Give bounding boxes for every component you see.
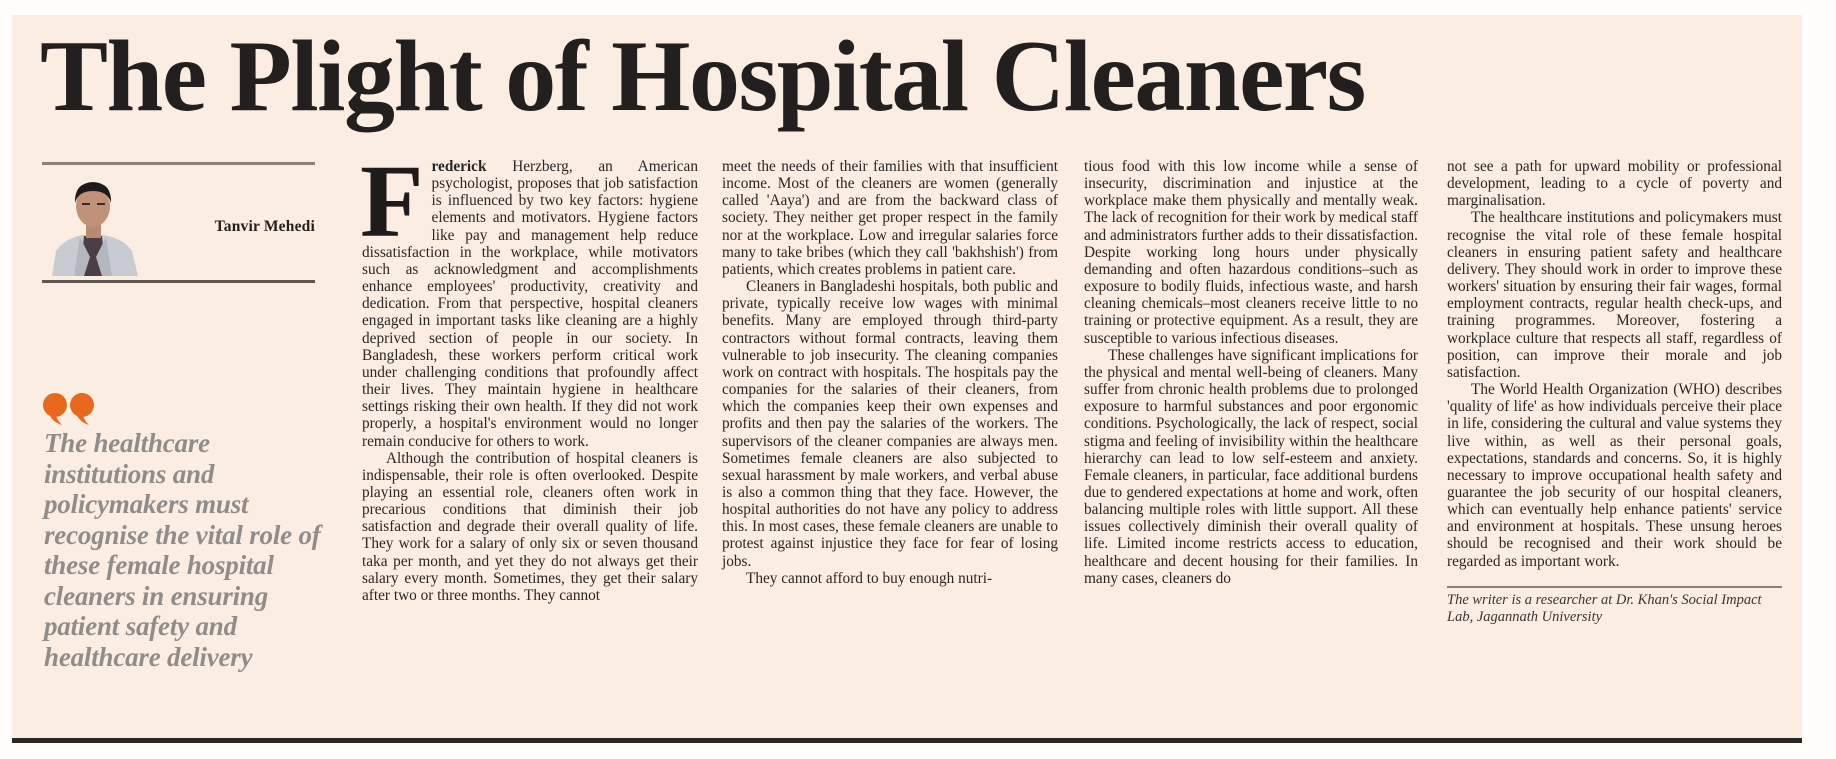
lead-word: rederick — [431, 158, 487, 175]
body-column-3 — [1084, 158, 1418, 587]
byline-divider — [1447, 586, 1782, 626]
paragraph: These challenges have significant implications for the physical and mental well-being of cleaners. Many suffer from chronic health problems due to prolonged exposure to harmful substances and poor ergonomic conditions. Psychologically, the lack of respect, social stigma and feeling of invisibility within the healthcare hierarchy can lead to low self-esteem and anxiety. Female cleaners, in particular, face additional burdens due to gendered expectations at home and work, often balancing multiple roles with little support. All these issues collectively diminish their overall quality of life. Limited income restricts access to education, healthcare and decent housing for their families. In many cases, cleaners do — [1084, 346, 1418, 587]
drop-cap: F — [360, 144, 424, 259]
paragraph: tious food with this low income while a sense of insecurity, discrimination and injustice at the workplace make them physically and mentally weak. The lack of recognition for their work by medical staff and administrators further adds to their dissatisfaction. Despite working long hours under physically demanding and often hazardous conditions–such as exposure to bodily fluids, infectious waste, and harsh cleaning chemicals–most cleaners receive little to no training or protective equipment. As a result, they are susceptible to various infectious diseases. — [1084, 158, 1419, 347]
paragraph: They cannot afford to buy enough nutri- — [746, 569, 993, 587]
author-block — [42, 162, 315, 283]
body-column-4 — [1447, 158, 1782, 626]
paragraph: meet the needs of their families with that insufficient income. Most of the cleaners are women (generally called 'Aaya') and are from the backward class of society. They neither get proper respect in the family nor at the workplace. Low and irregular salaries force many to take bribes (which they call 'bakhshish') from patients, which creates problems in patient care. — [722, 158, 1058, 278]
paragraph: not see a path for upward mobility or professional development, leading to a cycle of poverty and marginalisation. — [1447, 158, 1782, 210]
paragraph-text: Herzberg, an American psychologist, proposes that job satisfaction is influenced by two key factors: hygiene elements and motivators. Hygiene factors like pay and management help reduce dissatisfaction in the workplace, while motivators such as acknowledgment and accomplishments enhance employees' productivity, creativity and dedication. From that perspective, hospital cleaners engaged in important tasks like cleaning are a highly deprived section of people in our society. In Bangladesh, these workers perform critical work under challenging conditions that profoundly affect their lives. They maintain hygiene in healthcare settings risking their own health. If they did not work properly, a hospital's environment would no longer remain conducive for others to work. — [362, 158, 698, 450]
body-column-1 — [360, 144, 698, 604]
author-photo — [44, 173, 142, 276]
paragraph: Although the contribution of hospital cleaners is indispensable, their role is often overlooked. Despite playing an essential role, cleaners often work in precarious conditions that diminish their job satisfaction and degrade their overall quality of life. They work for a salary of only six or seven thousand taka per month, and yet they do not always get their salary every month. Sometimes, they get their salary after two or three months. They cannot — [362, 449, 698, 604]
quote-marks-icon — [42, 392, 102, 426]
lead-paragraph — [360, 144, 698, 450]
bottom-rule — [12, 738, 1802, 743]
paragraph: The healthcare institutions and policymakers must recognise the vital role of these female hospital cleaners in ensuring patient safety and healthcare delivery. They should work in order to improve these workers' situation by ensuring their fair wages, formal employment contracts, regular health check-ups, and training programmes. Moreover, fostering a workplace culture that respects all staff, regardless of position, can improve their morale and job satisfaction. — [1447, 209, 1782, 381]
pull-quote: The healthcare institutions and policymakers must recognise the vital role of these female hospital cleaners in ensuring patient safety and healthcare delivery — [44, 428, 321, 672]
paragraph: The World Health Organization (WHO) describes 'quality of life' as how individuals perceive their place in life, considering the cultural and value systems they live within, as well as their personal goals, expectations, standards and concerns. So, it is highly necessary to improve occupational health safety and guarantee the job security of our hospital cleaners, which can eventually help enhance patients' service and environment at hospitals. These unsung heroes should be recognised and their work should be regarded as important work. — [1447, 381, 1782, 570]
headline: The Plight of Hospital Cleaners — [40, 20, 1365, 133]
paragraph: Cleaners in Bangladeshi hospitals, both public and private, typically receive low wages with minimal benefits. Many are employed through third-party contractors without formal contracts, leaving them vulnerable to job insecurity. The cleaning companies work on contract with hospitals. The hospitals pay the companies for the salaries of their cleaners, from which the companies keep their own expenses and profits and then pay the salaries of the workers. The supervisors of the cleaner companies are always men. Sometimes female cleaners are also subjected to sexual harassment by male workers, and verbal abuse is also a common thing that they face. However, the hospital authorities do not have any policy to address this. In most cases, these female cleaners are unable to protest against injustice they face for fear of losing jobs. — [722, 278, 1058, 570]
body-column-2 — [722, 158, 1058, 587]
author-name: Tanvir Mehedi — [214, 218, 315, 235]
author-byline: The writer is a researcher at Dr. Khan's Social Impact Lab, Jagannath University — [1447, 591, 1762, 625]
